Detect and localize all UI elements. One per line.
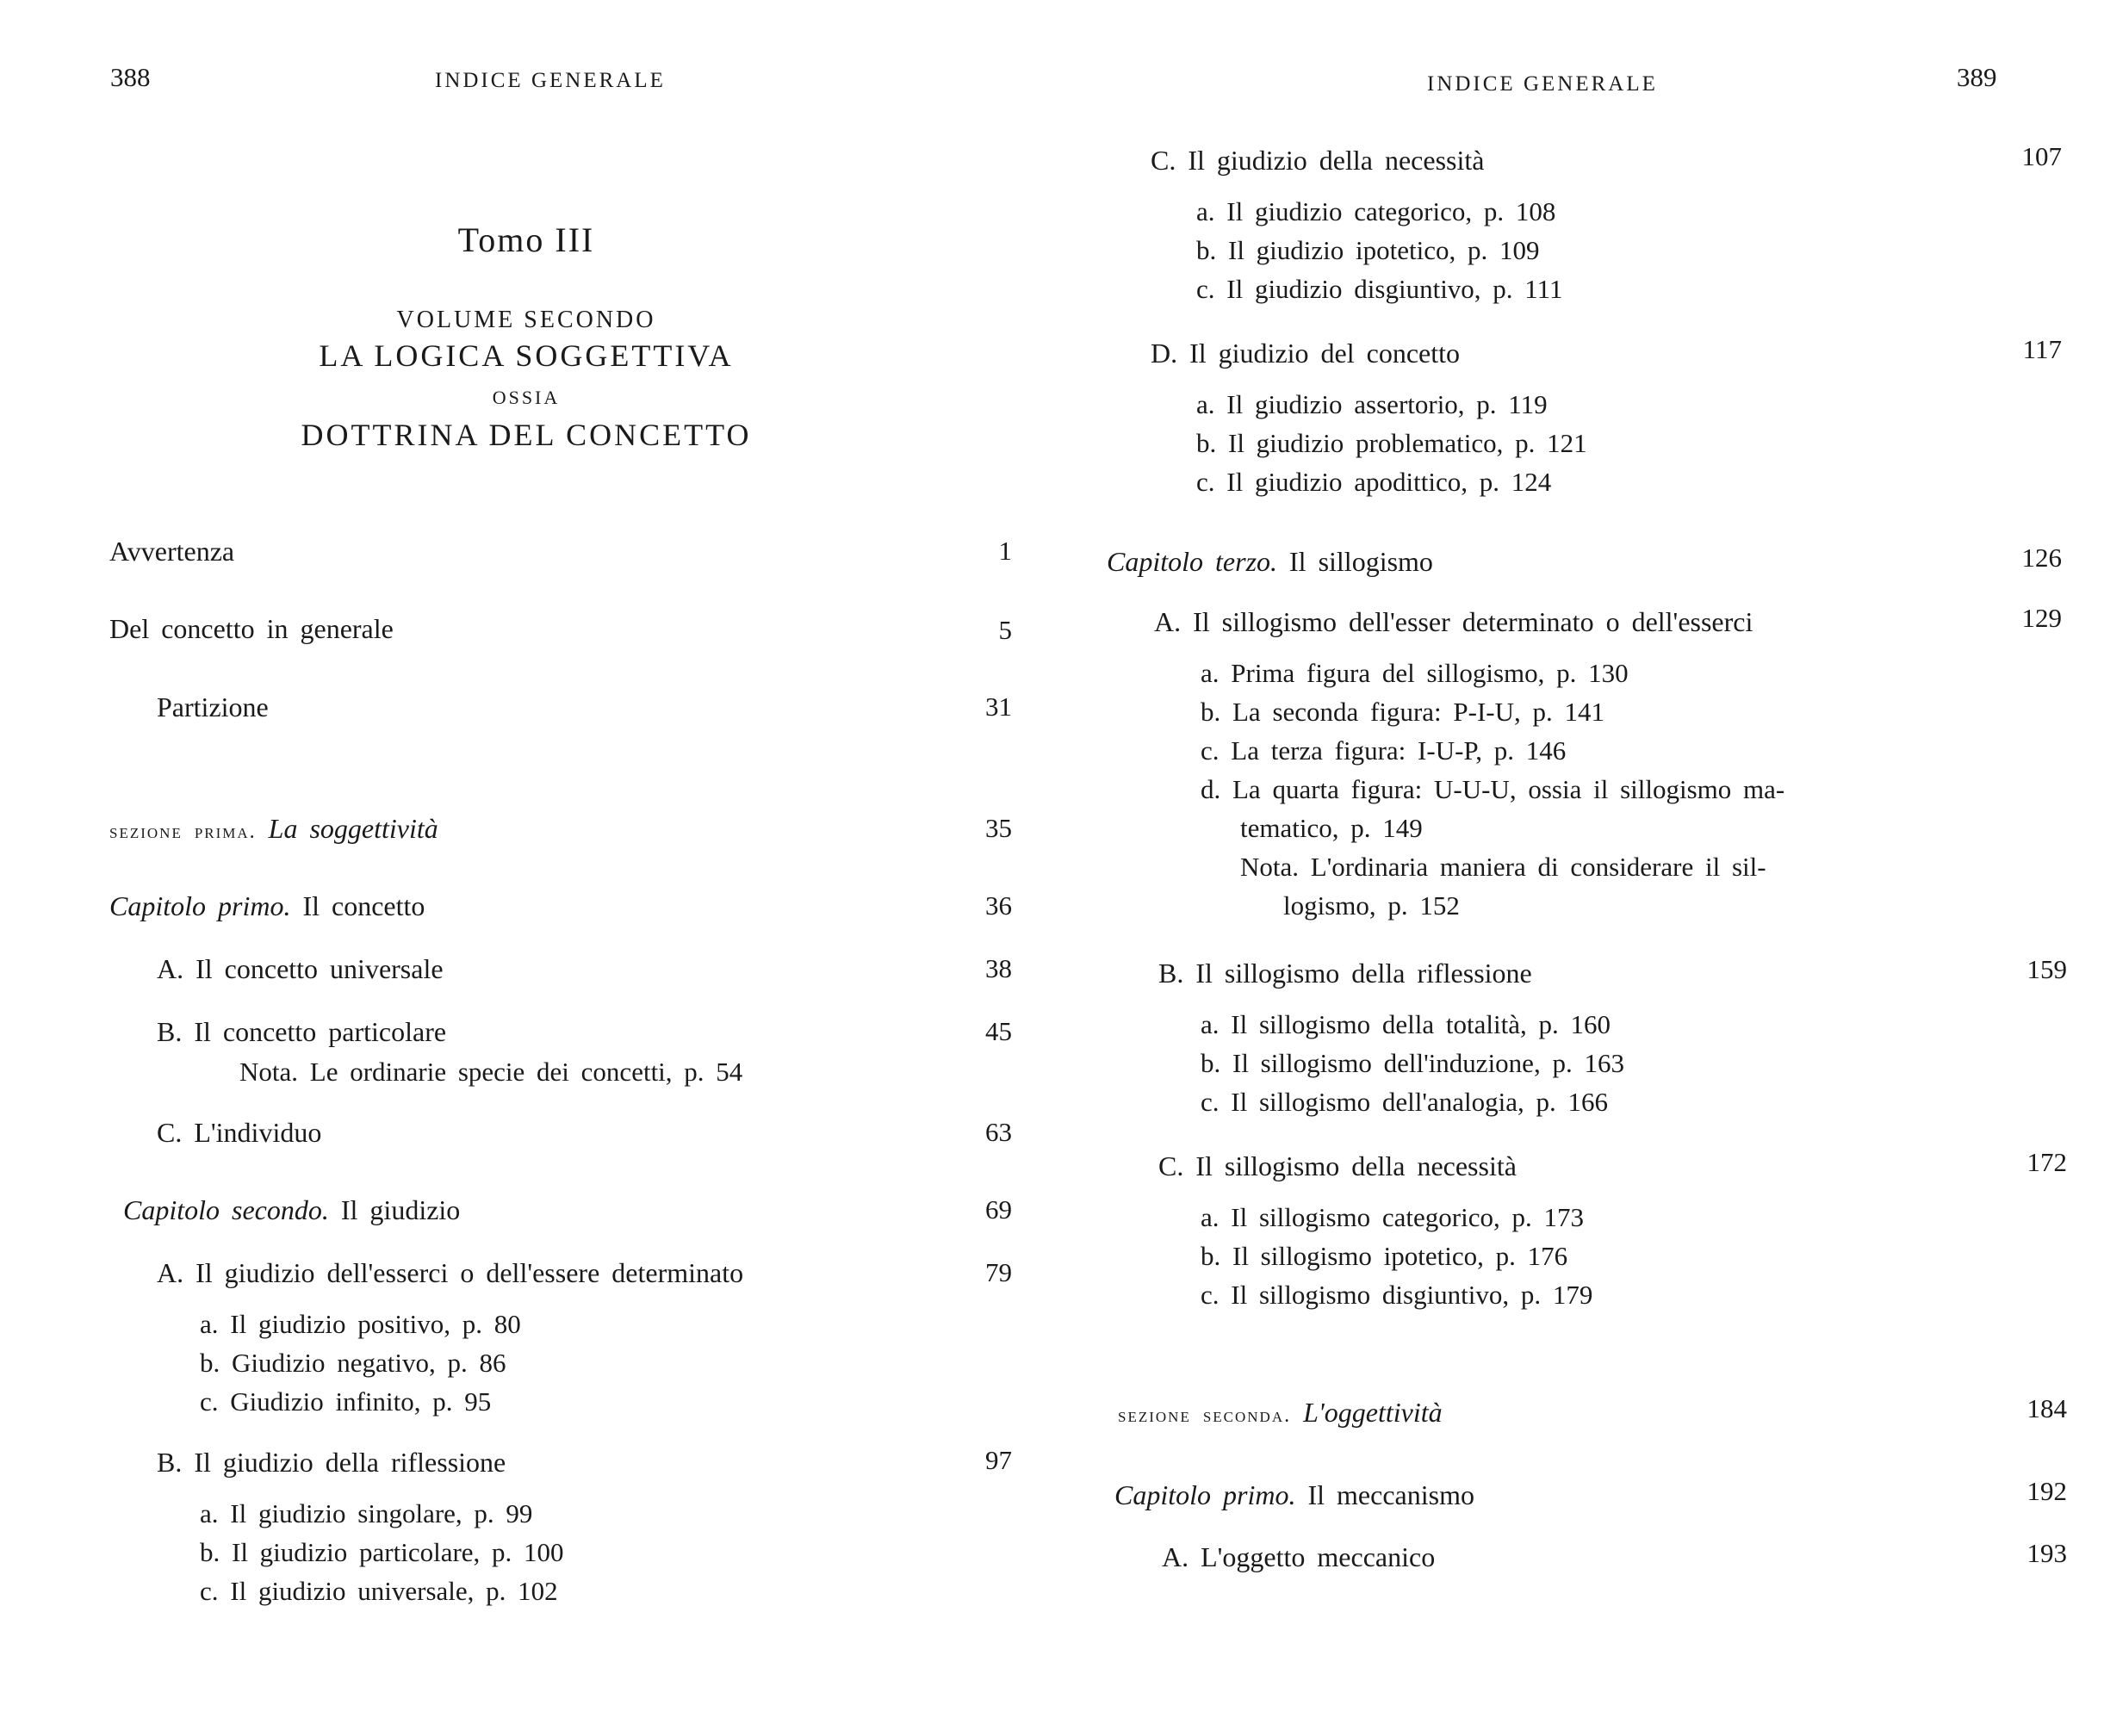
chapter-title: Il meccanismo xyxy=(1307,1479,1474,1510)
toc-entry: B. Il giudizio della riflessione xyxy=(157,1447,506,1478)
toc-subentry: b. Il giudizio problematico, p. 121 xyxy=(1196,428,1587,458)
toc-subentry: a. Prima figura del sillogismo, p. 130 xyxy=(1201,658,1629,688)
toc-subentry: b. La seconda figura: P-I-U, p. 141 xyxy=(1201,697,1605,727)
toc-section-heading xyxy=(1118,1397,1443,1429)
toc-entry: Partizione xyxy=(157,691,269,722)
right-page xyxy=(1052,0,2104,1736)
toc-page: 159 xyxy=(2026,954,2067,984)
toc-page: 172 xyxy=(2026,1147,2067,1177)
toc-page: 36 xyxy=(985,890,1012,921)
toc-page: 35 xyxy=(985,813,1012,843)
toc-entry: Del concetto in generale xyxy=(109,613,394,644)
tomo-title: Tomo III xyxy=(457,220,595,259)
toc-section-heading xyxy=(109,813,438,845)
toc-page: 69 xyxy=(985,1194,1012,1224)
toc-chapter xyxy=(1114,1479,1474,1511)
toc-entry: C. L'individuo xyxy=(157,1117,322,1148)
toc-chapter xyxy=(123,1194,460,1226)
toc-subentry: b. Il sillogismo ipotetico, p. 176 xyxy=(1201,1241,1568,1271)
toc-subentry: a. Il sillogismo categorico, p. 173 xyxy=(1201,1202,1584,1232)
chapter-label: Capitolo secondo. xyxy=(123,1194,329,1225)
toc-subentry: b. Giudizio negativo, p. 86 xyxy=(200,1348,506,1378)
toc-entry: D. Il giudizio del concetto xyxy=(1151,338,1461,369)
toc-subentry: c. Il sillogismo disgiuntivo, p. 179 xyxy=(1201,1280,1593,1310)
toc-page: 97 xyxy=(985,1445,1012,1475)
toc-page: 129 xyxy=(2021,603,2062,633)
toc-chapter xyxy=(109,890,425,922)
toc-subentry: c. Il giudizio universale, p. 102 xyxy=(200,1576,558,1606)
toc-entry: B. Il sillogismo della riflessione xyxy=(1158,958,1532,989)
toc-subentry: b. Il giudizio ipotetico, p. 109 xyxy=(1196,235,1540,265)
toc-entry: B. Il concetto particolare xyxy=(157,1016,447,1047)
toc-chapter xyxy=(1107,546,1433,578)
toc-subentry: c. Il giudizio disgiuntivo, p. 111 xyxy=(1196,274,1563,304)
toc-page: 193 xyxy=(2026,1538,2067,1568)
toc-page: 107 xyxy=(2021,141,2062,171)
toc-note-continuation: logismo, p. 152 xyxy=(1283,890,1460,921)
toc-page: 63 xyxy=(985,1117,1012,1147)
toc-page: 45 xyxy=(985,1016,1012,1046)
section-label: sezione prima. xyxy=(109,821,257,843)
toc-subentry: a. Il giudizio assertorio, p. 119 xyxy=(1196,389,1548,419)
toc-entry: A. Il giudizio dell'esserci o dell'essere determinato xyxy=(157,1257,744,1288)
page-number-right: 389 xyxy=(1957,62,1997,92)
toc-entry: A. Il concetto universale xyxy=(157,953,444,984)
toc-subentry: c. Giudizio infinito, p. 95 xyxy=(200,1386,492,1417)
toc-page: 31 xyxy=(985,691,1012,722)
ossia-title: OSSIA xyxy=(492,387,561,408)
chapter-label: Capitolo primo. xyxy=(109,890,291,921)
toc-subentry: c. Il giudizio apodittico, p. 124 xyxy=(1196,467,1552,497)
section-title: L'oggettività xyxy=(1303,1397,1443,1428)
toc-subentry: a. Il giudizio positivo, p. 80 xyxy=(200,1309,521,1339)
running-head-left: INDICE GENERALE xyxy=(435,69,666,92)
chapter-title: Il giudizio xyxy=(340,1194,461,1225)
toc-subentry: b. Il giudizio particolare, p. 100 xyxy=(200,1537,564,1567)
toc-page: 79 xyxy=(985,1257,1012,1287)
toc-page: 1 xyxy=(998,536,1012,566)
toc-subentry: b. Il sillogismo dell'induzione, p. 163 xyxy=(1201,1048,1624,1078)
toc-subentry: c. La terza figura: I-U-P, p. 146 xyxy=(1201,735,1567,766)
toc-page: 117 xyxy=(2022,334,2062,364)
toc-entry: Avvertenza xyxy=(109,536,235,567)
toc-page: 184 xyxy=(2026,1393,2067,1423)
toc-entry: C. Il sillogismo della necessità xyxy=(1158,1150,1517,1181)
toc-subentry: c. Il sillogismo dell'analogia, p. 166 xyxy=(1201,1087,1608,1117)
toc-subentry: d. La quarta figura: U-U-U, ossia il sillogismo ma- xyxy=(1201,774,1785,804)
toc-note: Nota. Le ordinarie specie dei concetti, p. 54 xyxy=(239,1057,743,1087)
chapter-title: Il concetto xyxy=(302,890,425,921)
logica-title: LA LOGICA SOGGETTIVA xyxy=(319,338,734,373)
toc-subentry: a. Il sillogismo della totalità, p. 160 xyxy=(1201,1009,1611,1039)
toc-entry: C. Il giudizio della necessità xyxy=(1151,145,1485,176)
toc-note: Nota. L'ordinaria maniera di considerare il sil- xyxy=(1240,852,1766,882)
toc-page: 192 xyxy=(2026,1476,2067,1506)
toc-subentry: a. Il giudizio categorico, p. 108 xyxy=(1196,196,1556,226)
toc-entry: A. L'oggetto meccanico xyxy=(1162,1541,1436,1572)
volume-title: VOLUME SECONDO xyxy=(396,307,656,333)
running-head-right: INDICE GENERALE xyxy=(1427,72,1658,96)
page-number-left: 388 xyxy=(110,62,151,92)
toc-page: 38 xyxy=(985,953,1012,983)
dottrina-title: DOTTRINA DEL CONCETTO xyxy=(301,418,752,452)
chapter-label: Capitolo terzo. xyxy=(1107,546,1278,577)
section-title: La soggettività xyxy=(268,813,438,844)
toc-subentry-continuation: tematico, p. 149 xyxy=(1240,813,1423,843)
chapter-title: Il sillogismo xyxy=(1289,546,1433,577)
chapter-label: Capitolo primo. xyxy=(1114,1479,1296,1510)
section-label: sezione seconda. xyxy=(1118,1404,1292,1427)
toc-subentry: a. Il giudizio singolare, p. 99 xyxy=(200,1498,533,1528)
toc-entry: A. Il sillogismo dell'esser determinato o dell'esserci xyxy=(1154,606,1753,637)
toc-page: 126 xyxy=(2021,542,2062,573)
toc-page: 5 xyxy=(998,615,1012,645)
